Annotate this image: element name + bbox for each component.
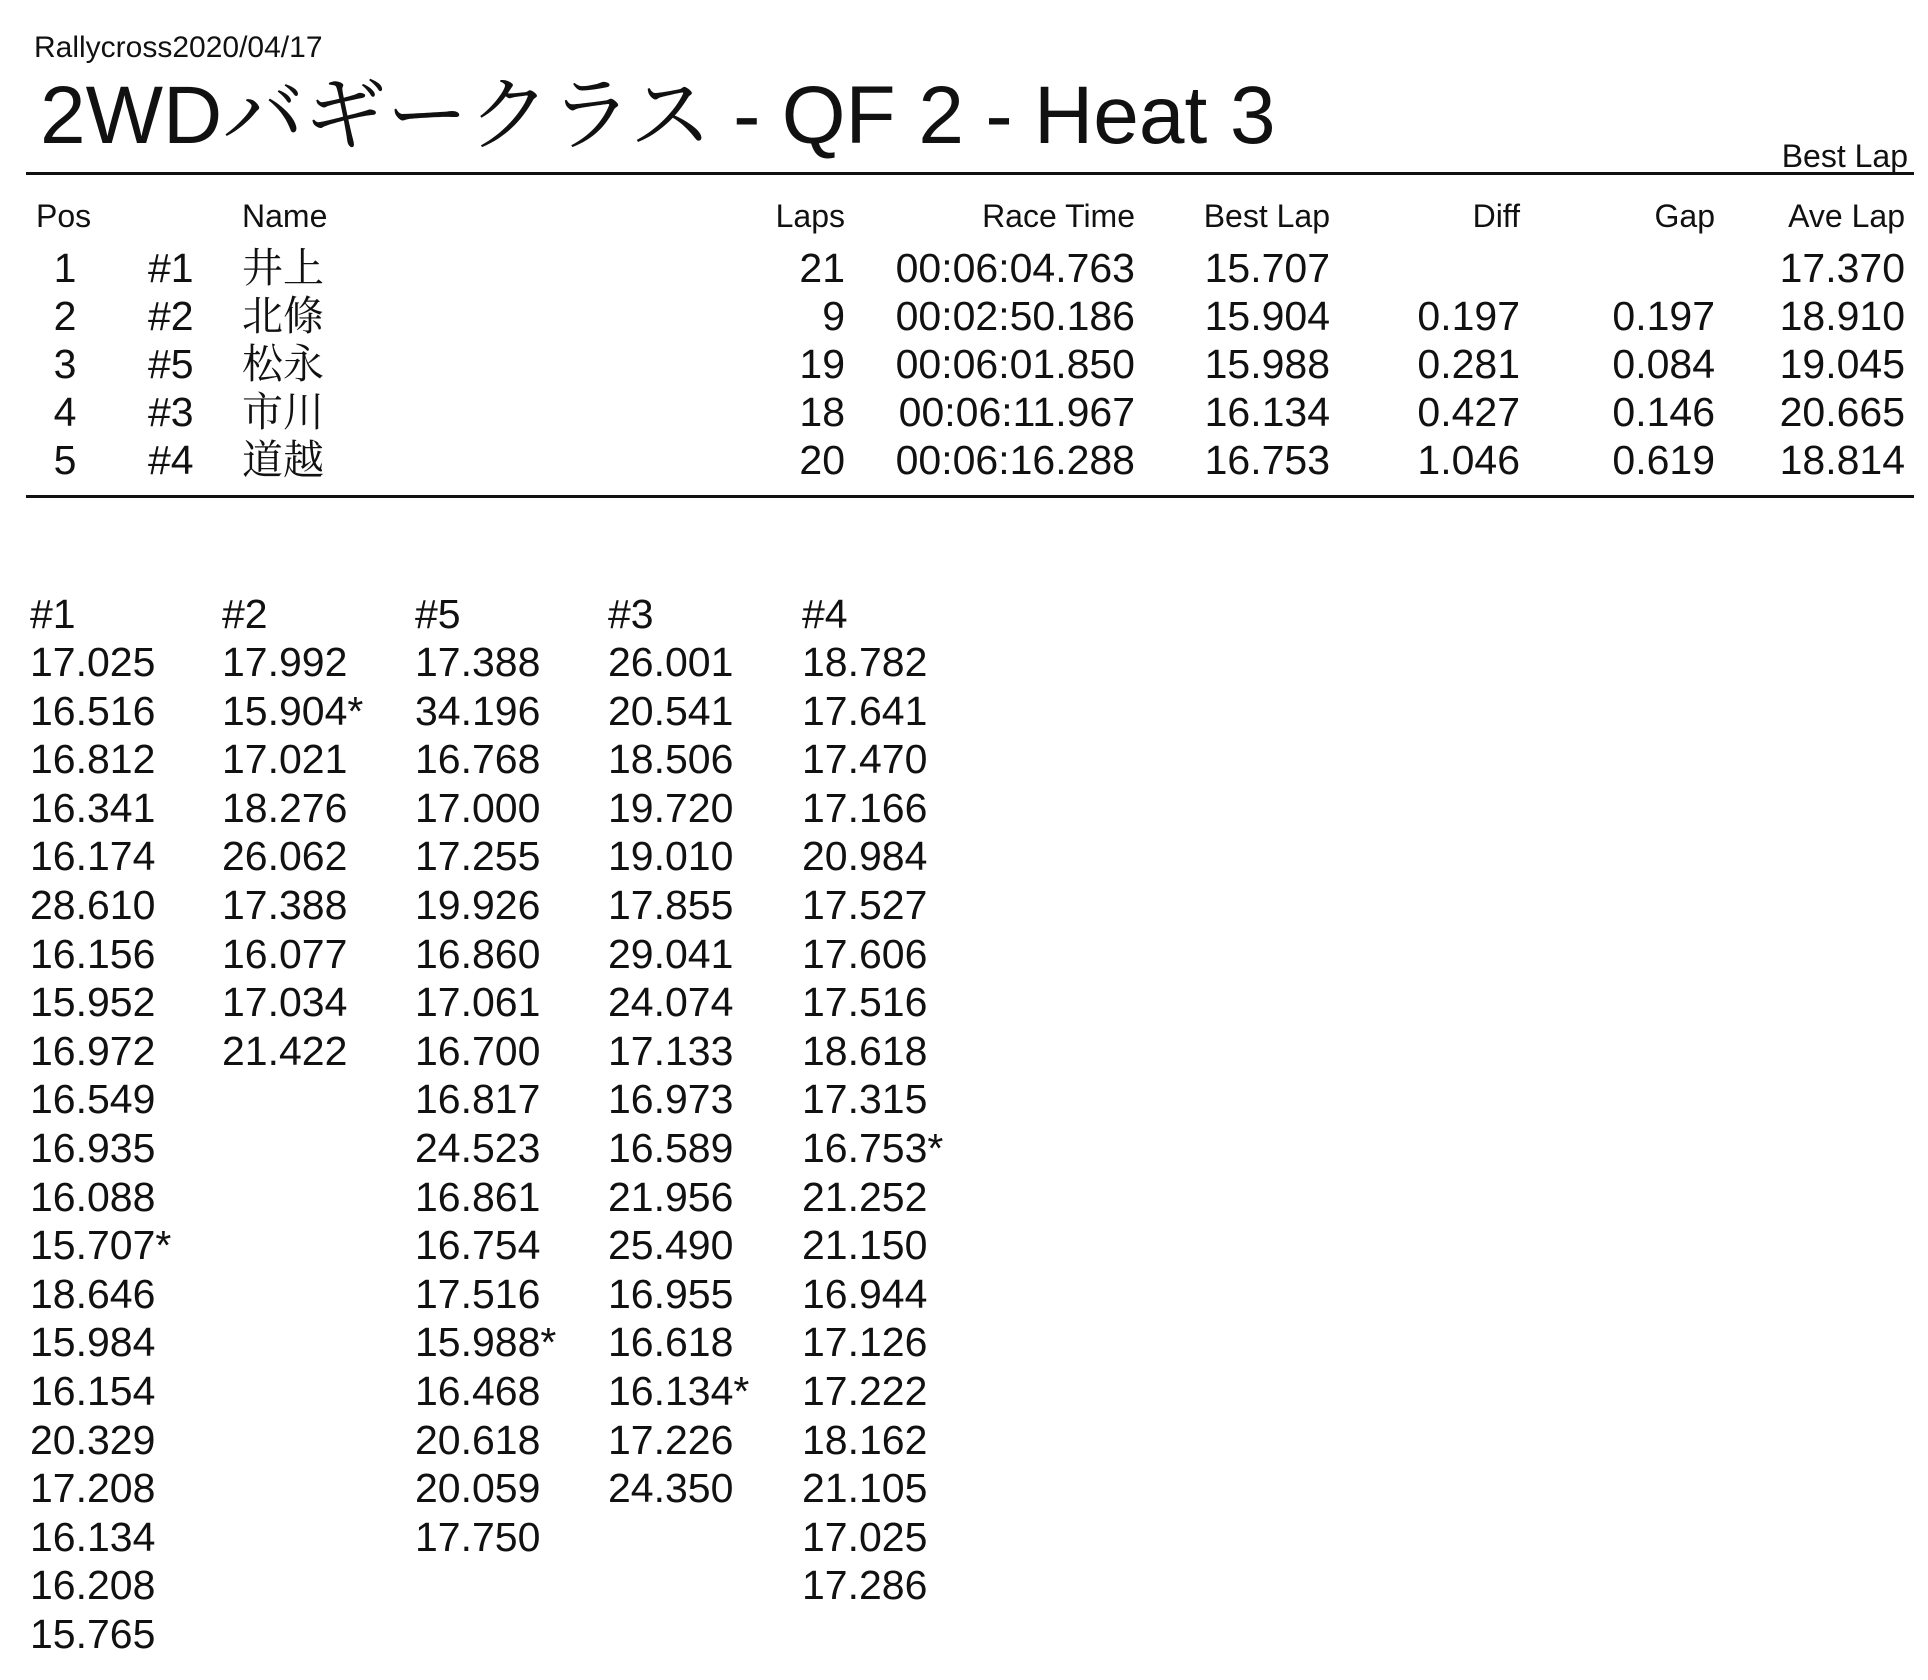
column-header-best-lap: Best Lap [1203,198,1330,234]
driver-name: 松永 [242,341,324,387]
lap-time: 16.174 [30,833,156,880]
class-name: 2WDバギークラス [40,70,712,161]
table-row [0,244,1928,292]
lap-time: 16.468 [415,1367,541,1414]
average-lap: 18.814 [1779,437,1905,483]
driver-name: 北條 [242,293,324,339]
lap-time: 15.952 [30,979,156,1026]
lap-time: 16.549 [30,1076,156,1123]
car-number: #4 [148,437,194,483]
lap-time: 25.490 [608,1222,734,1269]
lap-column-car-number: #2 [222,591,268,637]
lap-time: 15.988* [415,1319,557,1366]
lap-time: 15.765 [30,1610,156,1657]
car-number: #5 [148,341,194,387]
race-time: 00:06:11.967 [898,389,1135,435]
gap: 0.084 [1612,341,1715,387]
lap-time: 28.610 [30,881,156,928]
lap-time: 16.935 [30,1124,156,1171]
lap-time: 20.984 [802,833,928,880]
lap-time: 21.150 [802,1222,928,1269]
lap-time: 19.010 [608,833,734,880]
lap-time: 29.041 [608,930,734,977]
lap-time: 17.166 [802,784,928,831]
round-name: QF 2 [781,70,965,161]
lap-column [222,590,402,1075]
lap-time: 18.162 [802,1416,928,1463]
lap-time: 26.001 [608,639,734,685]
lap-time: 34.196 [415,687,541,734]
lap-time: 18.506 [608,736,734,783]
lap-time: 17.516 [802,979,928,1026]
lap-time: 24.074 [608,979,734,1026]
lap-time: 19.720 [608,784,734,831]
diff: 0.197 [1417,293,1520,339]
gap: 0.619 [1612,437,1715,483]
lap-time: 16.088 [30,1173,156,1220]
table-row [0,340,1928,388]
lap-time: 16.154 [30,1367,156,1414]
lap-time: 17.527 [802,881,928,928]
page-title [40,68,1276,164]
lap-time: 17.606 [802,930,928,977]
lap-time: 19.926 [415,881,541,928]
header-divider [26,172,1914,175]
lap-time: 17.750 [415,1513,541,1560]
lap-column-car-number: #3 [608,591,654,637]
race-time: 00:06:01.850 [895,341,1135,387]
lap-time: 16.516 [30,687,156,734]
results-header-row [0,196,1928,244]
lap-time: 18.782 [802,639,928,685]
title-separator: - [985,70,1013,161]
column-header-gap: Gap [1654,198,1715,234]
lap-time: 16.700 [415,1027,541,1074]
lap-time: 17.021 [222,736,348,783]
lap-time: 20.618 [415,1416,541,1463]
lap-time: 15.707* [30,1222,172,1269]
position: 2 [53,293,77,339]
driver-name: 井上 [242,245,324,291]
lap-column [608,590,788,1513]
lap-time: 20.541 [608,687,734,734]
race-time: 00:02:50.186 [895,293,1135,339]
lap-time: 21.252 [802,1173,928,1220]
race-time: 00:06:04.763 [895,245,1135,291]
lap-time: 17.855 [608,881,734,928]
gap: 0.146 [1612,389,1715,435]
lap-time: 17.222 [802,1367,928,1414]
column-header-laps: Laps [775,198,845,234]
lap-time: 16.973 [608,1076,734,1123]
lap-time: 16.972 [30,1027,156,1074]
lap-time: 17.286 [802,1562,928,1609]
lap-column-car-number: #4 [802,591,848,637]
best-lap: 15.988 [1204,341,1330,387]
lap-time: 17.000 [415,784,541,831]
lap-time: 21.956 [608,1173,734,1220]
lap-count: 21 [799,245,845,291]
lap-time: 21.422 [222,1027,348,1074]
lap-time: 16.753* [802,1124,944,1171]
average-lap: 19.045 [1779,341,1905,387]
lap-time: 16.134* [608,1367,750,1414]
lap-time: 17.315 [802,1076,928,1123]
lap-count: 18 [799,389,845,435]
lap-time: 17.208 [30,1465,156,1512]
column-header-diff: Diff [1472,198,1520,234]
lap-time: 17.388 [415,639,541,685]
position: 1 [53,245,77,291]
lap-time: 17.025 [802,1513,928,1560]
diff: 1.046 [1417,437,1520,483]
event-date: Rallycross2020/04/17 [34,31,323,64]
lap-column [415,590,595,1561]
lap-time: 16.861 [415,1173,541,1220]
race-time: 00:06:16.288 [895,437,1135,483]
lap-time: 17.061 [415,979,541,1026]
lap-time: 17.470 [802,736,928,783]
car-number: #3 [148,389,194,435]
average-lap: 17.370 [1779,245,1905,291]
lap-time: 17.133 [608,1027,734,1074]
lap-time: 16.944 [802,1270,928,1317]
best-lap: 16.134 [1204,389,1330,435]
lap-column [802,590,982,1610]
lap-time: 16.860 [415,930,541,977]
lap-column [30,590,210,1658]
lap-count: 19 [799,341,845,387]
diff: 0.281 [1417,341,1520,387]
driver-name: 市川 [242,389,324,435]
position: 4 [53,389,77,435]
lap-time: 18.276 [222,784,348,831]
best-lap: 15.707 [1204,245,1330,291]
lap-column-car-number: #1 [30,591,76,637]
lap-time: 16.208 [30,1562,156,1609]
lap-time: 16.618 [608,1319,734,1366]
lap-time: 16.077 [222,930,348,977]
lap-time: 16.768 [415,736,541,783]
lap-time: 16.134 [30,1513,156,1560]
lap-column-car-number: #5 [415,591,461,637]
column-header-race-time: Race Time [982,198,1135,234]
lap-time: 15.904* [222,687,364,734]
lap-time: 16.812 [30,736,156,783]
lap-time: 16.156 [30,930,156,977]
lap-time: 16.817 [415,1076,541,1123]
lap-time: 16.754 [415,1222,541,1269]
lap-time: 24.350 [608,1465,734,1512]
lap-time: 17.126 [802,1319,928,1366]
lap-count: 9 [822,293,845,339]
lap-time: 17.992 [222,639,348,685]
lap-time: 24.523 [415,1124,541,1171]
best-lap: 15.904 [1204,293,1330,339]
lap-time: 15.984 [30,1319,156,1366]
table-row [0,292,1928,340]
column-header-pos: Pos [36,198,92,234]
lap-time: 21.105 [802,1465,928,1512]
lap-time: 16.341 [30,784,156,831]
gap: 0.197 [1612,293,1715,339]
column-header-name: Name [242,198,328,234]
lap-time: 17.641 [802,687,928,734]
lap-time: 18.618 [802,1027,928,1074]
sort-label: Best Lap [1781,138,1908,174]
average-lap: 18.910 [1779,293,1905,339]
lap-time: 17.226 [608,1416,734,1463]
column-header-ave-lap: Ave Lap [1788,198,1905,234]
title-separator: - [733,70,761,161]
driver-name: 道越 [242,437,324,483]
car-number: #2 [148,293,194,339]
diff: 0.427 [1417,389,1520,435]
table-row [0,436,1928,484]
lap-time: 20.059 [415,1465,541,1512]
lap-time: 17.388 [222,881,348,928]
lap-time: 17.034 [222,979,348,1026]
car-number: #1 [148,245,194,291]
lap-time: 26.062 [222,833,348,880]
position: 5 [53,437,77,483]
lap-time: 17.516 [415,1270,541,1317]
lap-time: 18.646 [30,1270,156,1317]
lap-time: 16.589 [608,1124,734,1171]
best-lap: 16.753 [1204,437,1330,483]
lap-count: 20 [799,437,845,483]
average-lap: 20.665 [1779,389,1905,435]
results-divider [26,495,1914,498]
lap-time: 17.255 [415,833,541,880]
lap-time: 20.329 [30,1416,156,1463]
position: 3 [53,341,77,387]
lap-time: 16.955 [608,1270,734,1317]
table-row [0,388,1928,436]
heat-name: Heat 3 [1034,70,1276,161]
lap-time: 17.025 [30,639,156,685]
